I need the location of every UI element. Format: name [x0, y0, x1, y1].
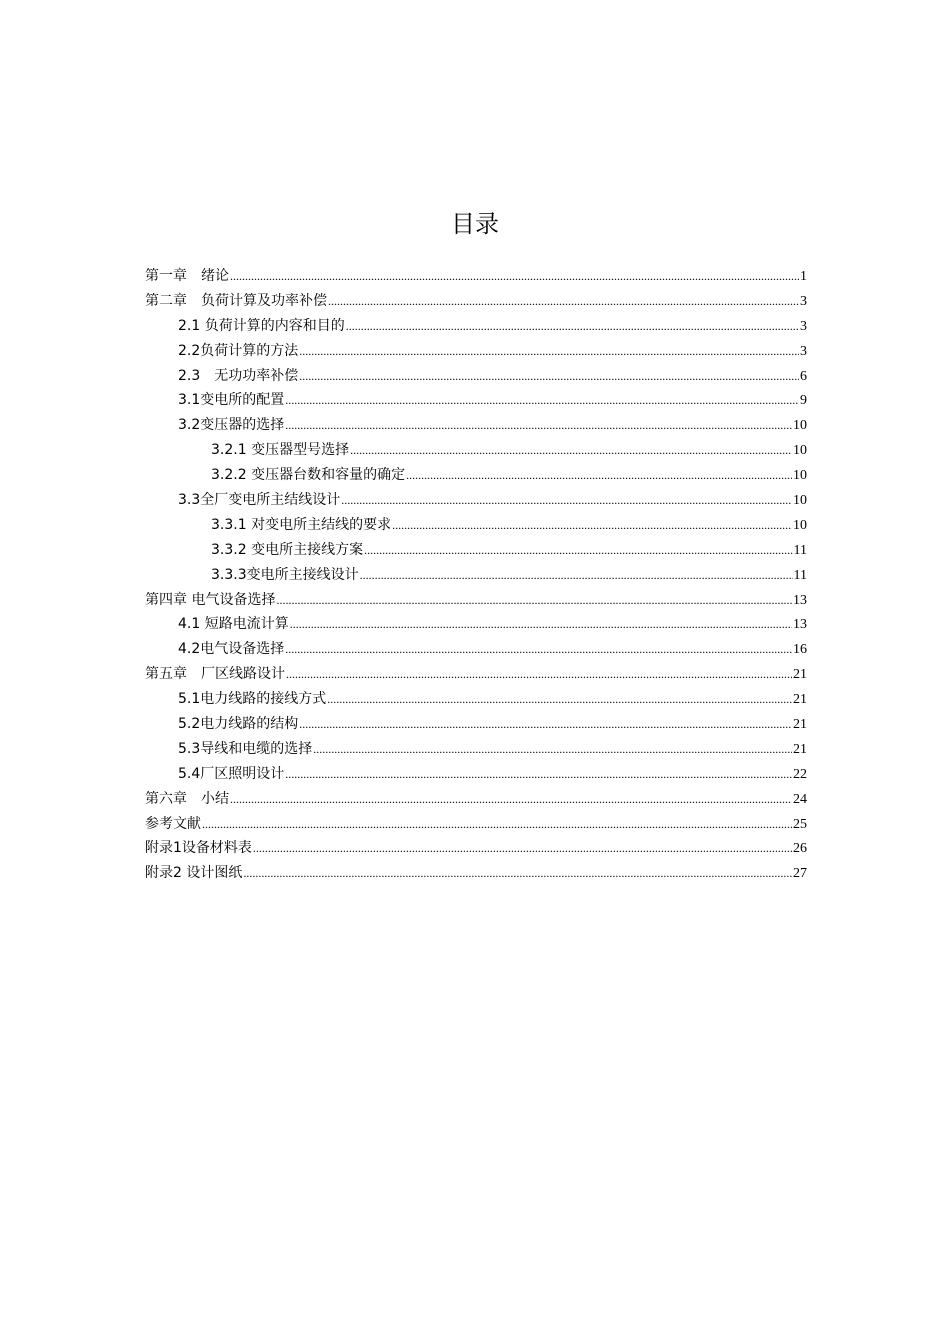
table-of-contents [145, 264, 807, 886]
toc-entry-label: 第六章 小结 [145, 790, 229, 807]
toc-leader-dots [290, 612, 792, 637]
toc-entry[interactable] [145, 438, 807, 463]
toc-entry[interactable] [145, 538, 807, 563]
toc-leader-dots [243, 861, 792, 886]
toc-leader-dots [299, 364, 799, 389]
toc-entry-label: 5.3导线和电缆的选择 [178, 740, 313, 757]
toc-leader-dots [406, 463, 792, 488]
toc-entry[interactable] [145, 637, 807, 662]
toc-entry[interactable] [145, 762, 807, 787]
toc-entry-label: 3.2.2 变压器台数和容量的确定 [211, 467, 406, 484]
toc-leader-dots [202, 812, 792, 837]
toc-entry[interactable] [145, 314, 807, 339]
toc-entry-page: 21 [793, 717, 807, 733]
toc-entry[interactable] [145, 388, 807, 413]
toc-entry-label: 3.2变压器的选择 [178, 417, 285, 434]
toc-leader-dots [328, 289, 799, 314]
toc-entry-label: 附录1设备材料表 [145, 840, 252, 857]
toc-leader-dots [313, 737, 792, 762]
toc-leader-dots [230, 264, 799, 289]
toc-entry-label: 第一章 绪论 [145, 268, 229, 284]
toc-entry-label: 参考文献 [145, 815, 201, 832]
toc-entry-label: 5.2电力线路的结构 [178, 716, 299, 733]
toc-entry[interactable] [145, 787, 807, 812]
toc-entry[interactable] [145, 413, 807, 438]
toc-leader-dots [230, 787, 792, 812]
toc-entry-label: 第二章 负荷计算及功率补偿 [145, 292, 327, 309]
toc-entry-page: 21 [793, 667, 807, 683]
toc-entry-label: 4.1 短路电流计算 [178, 616, 289, 633]
toc-leader-dots [299, 339, 799, 364]
toc-entry-page: 3 [800, 343, 807, 359]
toc-entry-page: 26 [793, 841, 807, 857]
toc-entry-page: 10 [793, 468, 807, 484]
toc-entry[interactable] [145, 737, 807, 762]
toc-entry-label: 4.2电气设备选择 [178, 641, 285, 658]
toc-entry[interactable] [145, 836, 807, 861]
toc-entry-label: 2.2负荷计算的方法 [178, 342, 299, 359]
toc-leader-dots [364, 538, 792, 563]
toc-leader-dots [350, 438, 792, 463]
toc-leader-dots [346, 314, 799, 339]
toc-entry-label: 3.2.1 变压器型号选择 [211, 442, 350, 459]
toc-entry[interactable] [145, 563, 807, 588]
toc-leader-dots [285, 762, 792, 787]
toc-entry[interactable] [145, 463, 807, 488]
toc-entry-page: 9 [800, 393, 807, 409]
toc-leader-dots [299, 712, 792, 737]
toc-leader-dots [286, 662, 792, 687]
toc-entry-label: 第五章 厂区线路设计 [145, 666, 285, 683]
toc-leader-dots [253, 836, 792, 861]
toc-entry-label: 3.3全厂变电所主结线设计 [178, 492, 341, 509]
toc-entry-page: 10 [793, 418, 807, 434]
toc-leader-dots [327, 687, 792, 712]
toc-entry-page: 10 [793, 493, 807, 509]
toc-entry-page: 16 [793, 642, 807, 658]
toc-entry[interactable] [145, 289, 807, 314]
toc-entry[interactable] [145, 588, 807, 613]
toc-entry-page: 25 [793, 816, 807, 832]
toc-entry-page: 10 [793, 517, 807, 533]
toc-title: 目录 [451, 210, 499, 238]
toc-entry-page: 24 [793, 791, 807, 807]
toc-entry-page: 21 [793, 741, 807, 757]
toc-entry-page: 27 [793, 866, 807, 882]
toc-entry-label: 2.1 负荷计算的内容和目的 [178, 317, 345, 334]
toc-entry-page: 21 [793, 692, 807, 708]
toc-entry-page: 1 [800, 269, 807, 284]
toc-entry[interactable] [145, 687, 807, 712]
toc-entry-page: 13 [793, 592, 807, 608]
toc-entry[interactable] [145, 861, 807, 886]
toc-entry-label: 3.3.1 对变电所主结线的要求 [211, 516, 392, 533]
toc-entry[interactable] [145, 513, 807, 538]
toc-entry-page: 22 [793, 766, 807, 782]
toc-entry[interactable] [145, 812, 807, 837]
toc-entry[interactable] [145, 364, 807, 389]
toc-entry-page: 10 [793, 443, 807, 459]
toc-entry-page: 11 [793, 542, 807, 558]
toc-entry[interactable] [145, 488, 807, 513]
toc-entry-label: 附录2 设计图纸 [145, 865, 243, 882]
toc-leader-dots [276, 588, 792, 613]
toc-entry-page: 6 [800, 368, 807, 384]
toc-entry-page: 3 [800, 318, 807, 334]
toc-leader-dots [285, 388, 799, 413]
toc-entry-page: 13 [793, 617, 807, 633]
toc-entry[interactable] [145, 662, 807, 687]
toc-entry-label: 第四章 电气设备选择 [145, 591, 276, 608]
toc-entry[interactable] [145, 264, 807, 289]
toc-entry[interactable] [145, 612, 807, 637]
toc-entry-label: 3.3.3变电所主接线设计 [211, 566, 359, 583]
toc-leader-dots [285, 637, 792, 662]
toc-entry-label: 5.4厂区照明设计 [178, 765, 285, 782]
toc-leader-dots [360, 563, 793, 588]
toc-entry-label: 3.3.2 变电所主接线方案 [211, 541, 364, 558]
toc-leader-dots [392, 513, 792, 538]
toc-entry[interactable] [145, 712, 807, 737]
toc-leader-dots [341, 488, 792, 513]
toc-entry-label: 3.1变电所的配置 [178, 392, 285, 409]
toc-entry-page: 11 [793, 567, 807, 583]
toc-entry[interactable] [145, 339, 807, 364]
toc-entry-label: 5.1电力线路的接线方式 [178, 691, 327, 708]
toc-entry-page: 3 [800, 293, 807, 309]
toc-leader-dots [285, 413, 792, 438]
toc-entry-label: 2.3 无功功率补偿 [178, 367, 299, 384]
